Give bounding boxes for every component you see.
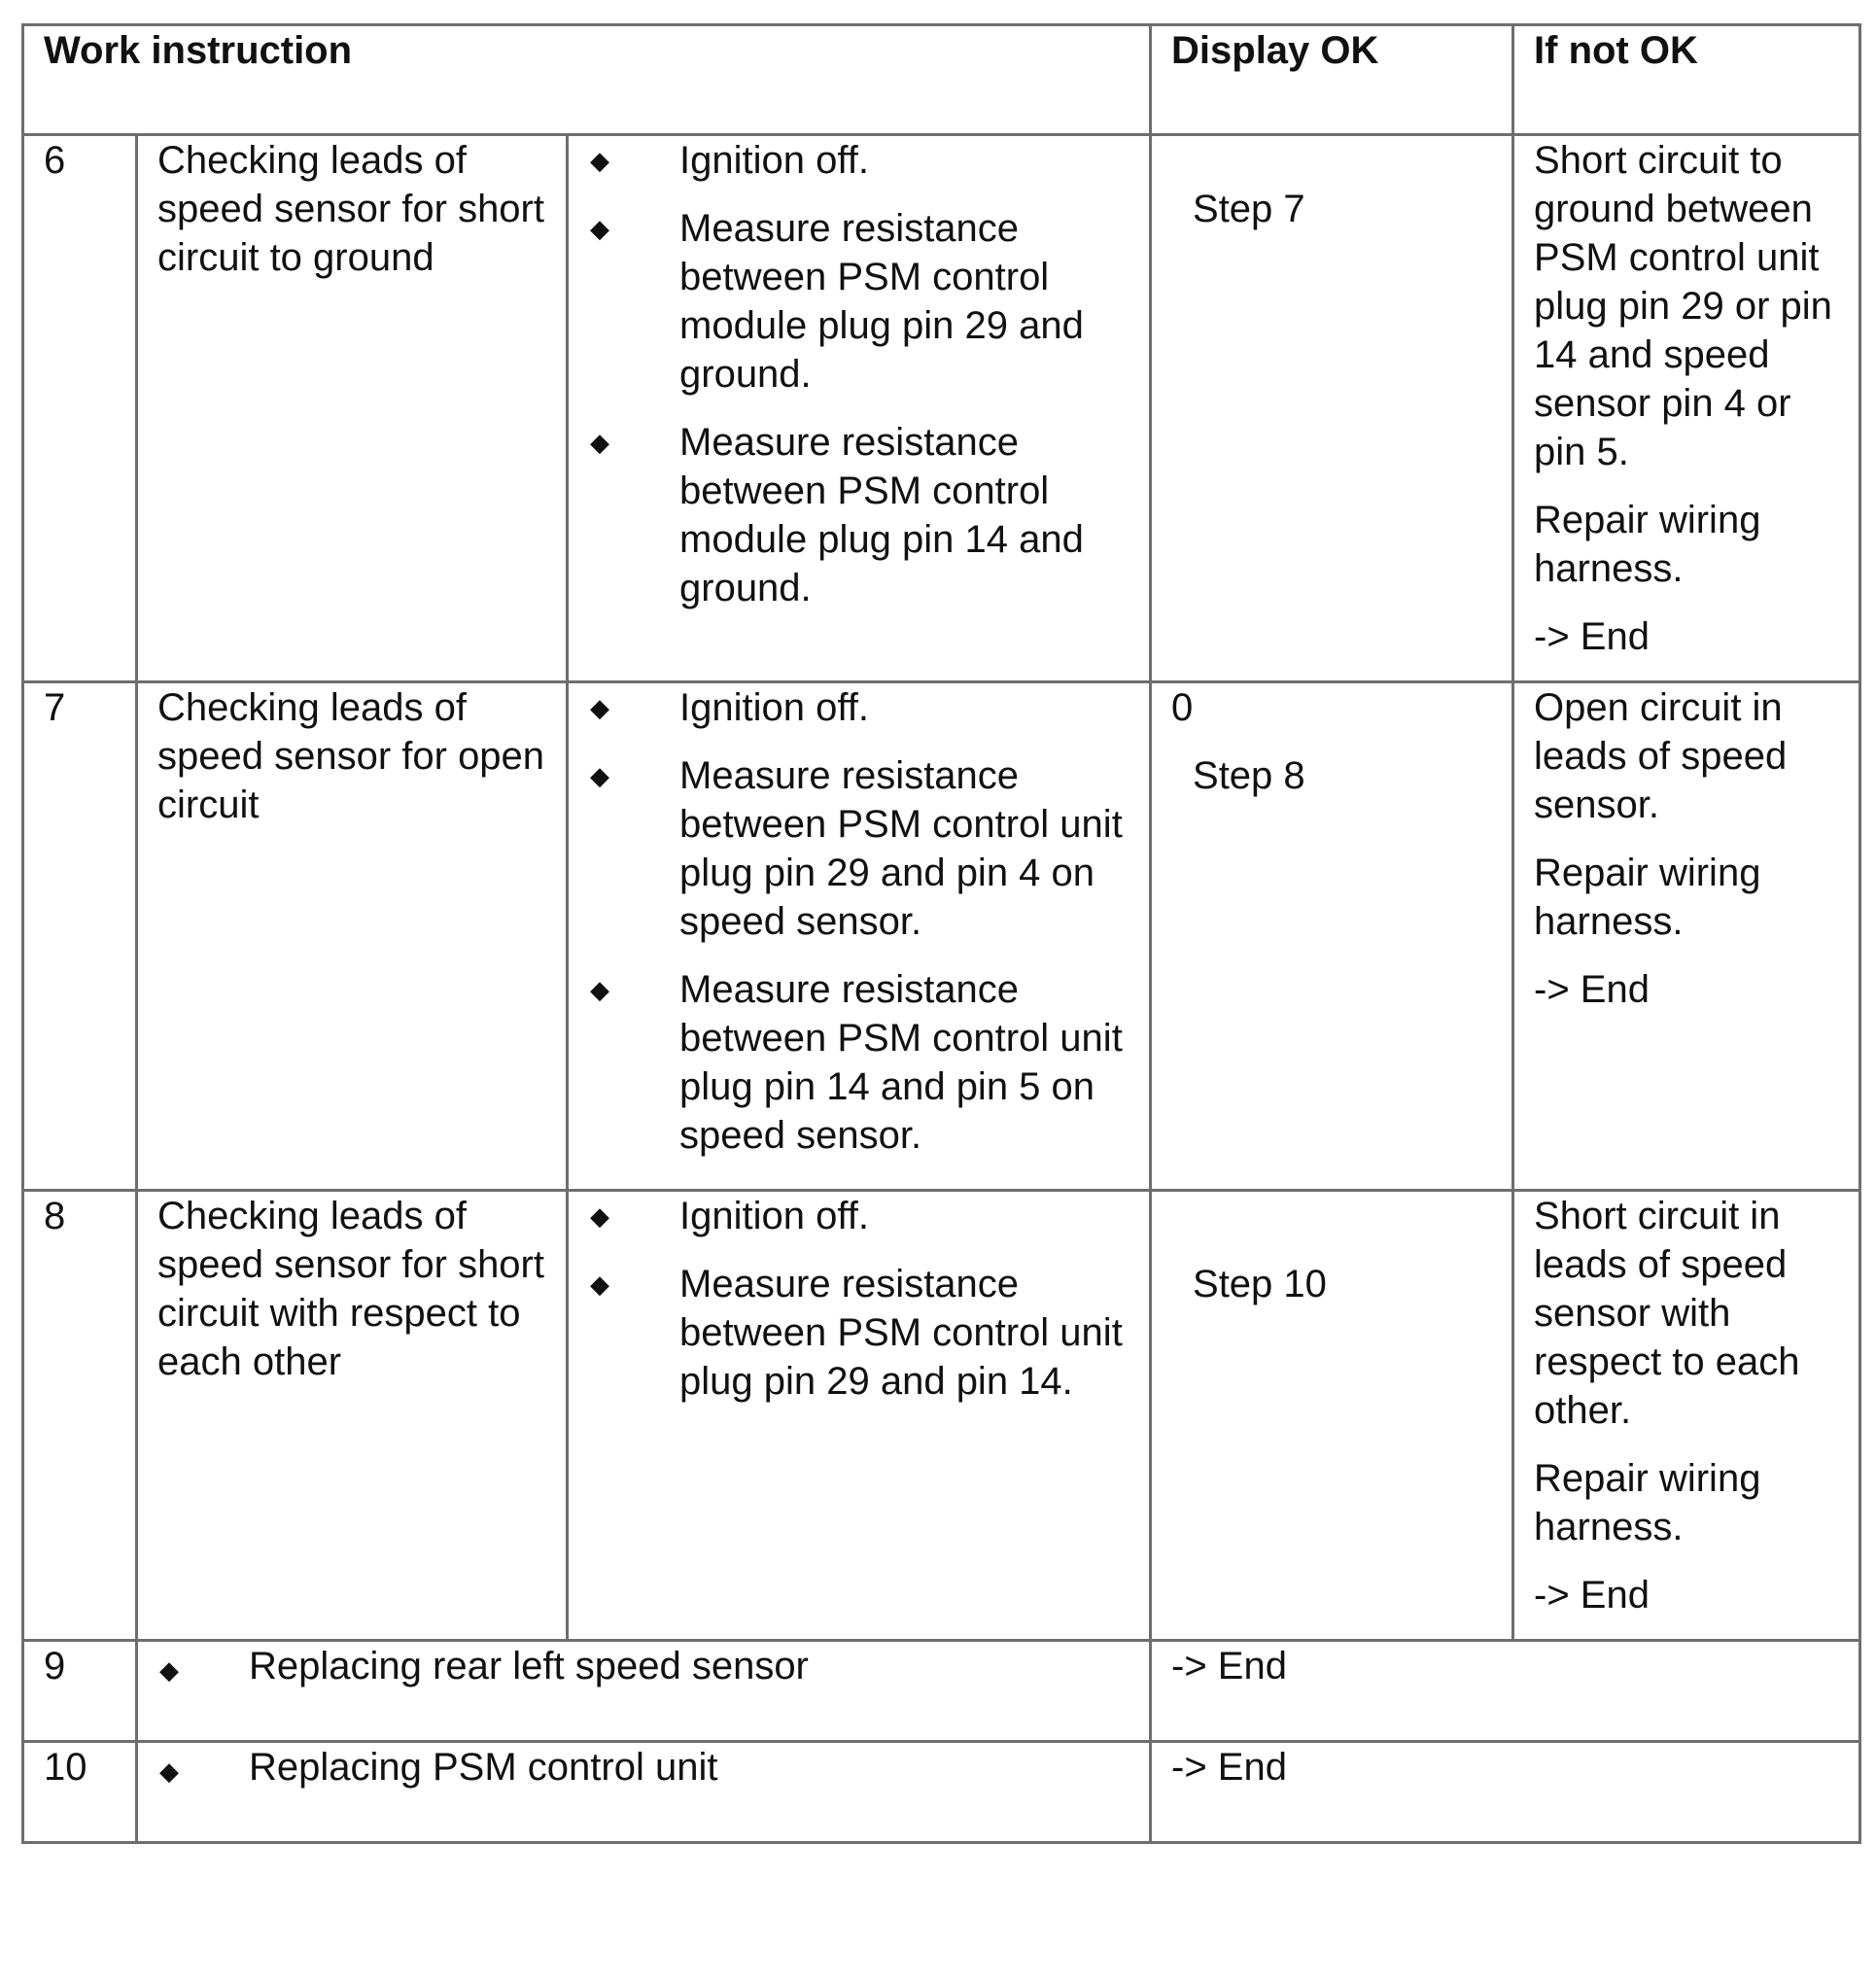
display-ok-cell — [1151, 135, 1513, 682]
list-item: ◆ Ignition off. — [588, 136, 1129, 185]
list-item: ◆ Ignition off. — [588, 683, 1129, 732]
not-ok-text: Short circuit to ground between PSM control unit plug pin 29 or pin 14 and speed sensor pin 4 or pin 5. — [1534, 139, 1832, 473]
step-action: ◆ Replacing PSM control unit — [137, 1742, 1151, 1843]
not-ok-text: -> End — [1534, 1574, 1650, 1617]
step-title: Checking leads of speed sensor for open circuit — [137, 682, 568, 1191]
not-ok-cell — [1513, 1191, 1860, 1641]
diamond-bullet-icon: ◆ — [159, 1757, 179, 1786]
step-instructions — [568, 682, 1151, 1191]
table-row — [23, 682, 1860, 1191]
display-ok-value: 0 — [1171, 686, 1194, 729]
table-row — [23, 1641, 1860, 1742]
step-instructions — [568, 1191, 1151, 1641]
header-work-instruction: Work instruction — [23, 25, 1151, 135]
table-row — [23, 1191, 1860, 1641]
not-ok-text: Short circuit in leads of speed sensor with respect to each other. — [1534, 1195, 1800, 1432]
diamond-bullet-icon: ◆ — [590, 146, 609, 175]
work-instruction-table — [21, 23, 1861, 1844]
step-number: 9 — [23, 1641, 137, 1742]
step-title: Checking leads of speed sensor for short circuit to ground — [137, 135, 568, 682]
diamond-bullet-icon: ◆ — [159, 1655, 179, 1685]
display-ok-cell: -> End — [1151, 1742, 1860, 1843]
diamond-bullet-icon: ◆ — [590, 761, 609, 790]
display-ok-step: Step 10 — [1193, 1263, 1327, 1305]
diamond-bullet-icon: ◆ — [590, 693, 609, 722]
step-title: Checking leads of speed sensor for short circuit with respect to each other — [137, 1191, 568, 1641]
display-ok-cell — [1151, 682, 1513, 1191]
list-item: ◆ Measure resistance between PSM control module plug pin 14 and ground. — [588, 418, 1129, 612]
list-item: ◆ Measure resistance between PSM control unit plug pin 29 and pin 14. — [588, 1260, 1129, 1406]
not-ok-text: Repair wiring harness. — [1534, 1457, 1761, 1548]
not-ok-text: -> End — [1534, 968, 1650, 1011]
not-ok-text: Repair wiring harness. — [1534, 852, 1761, 943]
step-number: 6 — [23, 135, 137, 682]
display-ok-cell: -> End — [1151, 1641, 1860, 1742]
diamond-bullet-icon: ◆ — [590, 1201, 609, 1231]
table-header-row — [23, 25, 1860, 135]
diamond-bullet-icon: ◆ — [590, 975, 609, 1004]
step-number: 10 — [23, 1742, 137, 1843]
not-ok-cell — [1513, 135, 1860, 682]
diamond-bullet-icon: ◆ — [590, 428, 609, 457]
diamond-bullet-icon: ◆ — [590, 214, 609, 243]
header-display-ok: Display OK — [1151, 25, 1513, 135]
list-item: ◆ Measure resistance between PSM control unit plug pin 29 and pin 4 on speed sensor. — [588, 751, 1129, 946]
header-if-not-ok: If not OK — [1513, 25, 1860, 135]
table-row — [23, 1742, 1860, 1843]
diamond-bullet-icon: ◆ — [590, 1270, 609, 1299]
list-item: ◆ Ignition off. — [588, 1192, 1129, 1240]
step-action: ◆ Replacing rear left speed sensor — [137, 1641, 1151, 1742]
step-instructions — [568, 135, 1151, 682]
not-ok-text: -> End — [1534, 615, 1650, 658]
list-item: ◆ Measure resistance between PSM control unit plug pin 14 and pin 5 on speed sensor. — [588, 965, 1129, 1160]
step-number: 7 — [23, 682, 137, 1191]
display-ok-step: Step 7 — [1193, 188, 1305, 230]
display-ok-cell — [1151, 1191, 1513, 1641]
not-ok-text: Open circuit in leads of speed sensor. — [1534, 686, 1788, 826]
step-number: 8 — [23, 1191, 137, 1641]
list-item: ◆ Measure resistance between PSM control module plug pin 29 and ground. — [588, 204, 1129, 399]
not-ok-text: Repair wiring harness. — [1534, 499, 1761, 590]
not-ok-cell — [1513, 682, 1860, 1191]
table-row — [23, 135, 1860, 682]
display-ok-step: Step 8 — [1193, 754, 1305, 797]
